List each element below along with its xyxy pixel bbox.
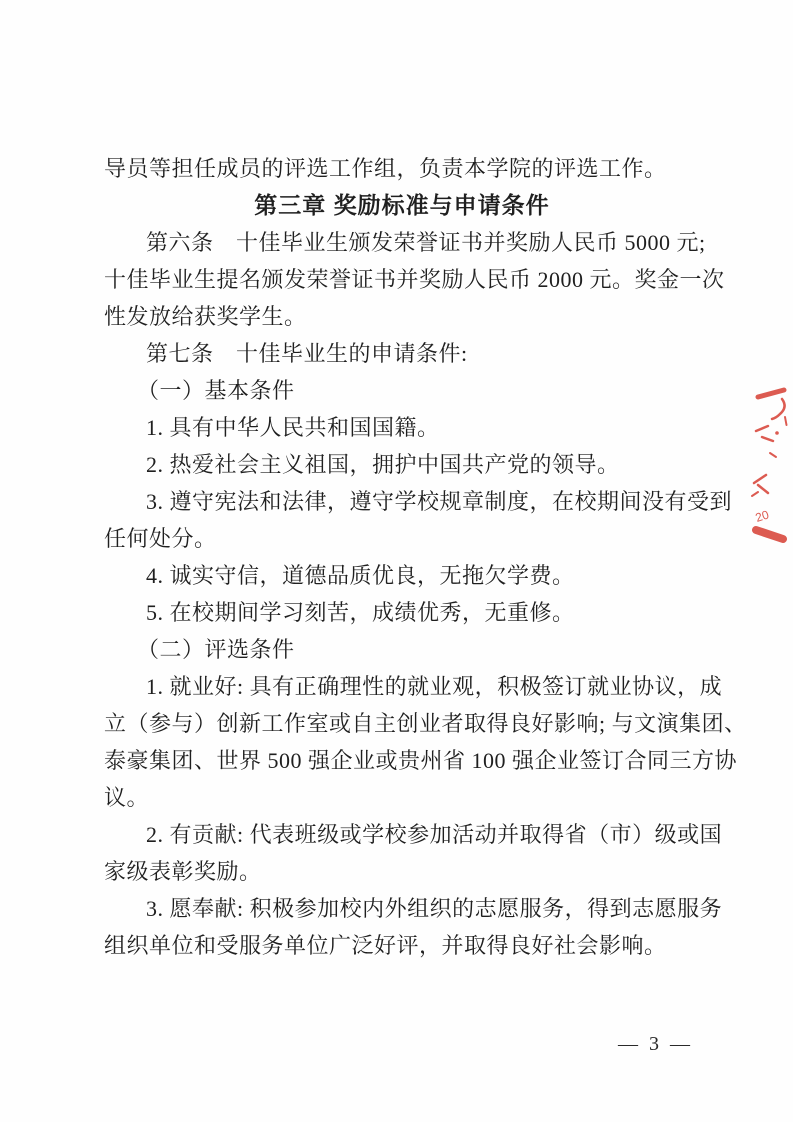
document-body (104, 150, 747, 964)
red-stamp-fragment (750, 386, 793, 548)
text-line: 任何处分。 (104, 526, 217, 551)
text-line: 1. 就业好: 具有正确理性的就业观，积极签订就业协议，成 (146, 674, 723, 699)
chapter-heading: 第三章 奖励标准与申请条件 (254, 192, 550, 218)
text-line: 3. 遵守宪法和法律，遵守学校规章制度，在校期间没有受到 (146, 489, 733, 514)
page-number: — 3 — (618, 1033, 693, 1055)
text-line: （一）基本条件 (137, 378, 295, 403)
text-line: 1. 具有中华人民共和国国籍。 (146, 415, 440, 440)
text-line: 导员等担任成员的评选工作组，负责本学院的评选工作。 (104, 156, 667, 181)
text-line: 立（参与）创新工作室或自主创业者取得良好影响; 与文演集团、 (104, 711, 747, 736)
text-line: 5. 在校期间学习刻苦，成绩优秀，无重修。 (146, 600, 575, 625)
text-line: 十佳毕业生提名颁发荣誉证书并奖励人民币 2000 元。奖金一次 (104, 267, 725, 292)
text-line: 3. 愿奉献: 积极参加校内外组织的志愿服务，得到志愿服务 (146, 896, 723, 921)
text-line: 4. 诚实守信，道德品质优良，无拖欠学费。 (146, 563, 575, 588)
text-line: 组织单位和受服务单位广泛好评，并取得良好社会影响。 (104, 933, 667, 958)
text-line: 议。 (104, 785, 150, 810)
text-line: 第七条 十佳毕业生的申请条件: (146, 341, 468, 366)
text-line: 2. 热爱社会主义祖国，拥护中国共产党的领导。 (146, 452, 620, 477)
text-line: 泰豪集团、世界 500 强企业或贵州省 100 强企业签订合同三方协 (104, 748, 738, 773)
text-line: 2. 有贡献: 代表班级或学校参加活动并取得省（市）级或国 (146, 822, 723, 847)
text-line: 家级表彰奖励。 (104, 859, 262, 884)
stamp-digits: 20 (753, 507, 771, 525)
text-line: 第六条 十佳毕业生颁发荣誉证书并奖励人民币 5000 元; (146, 230, 706, 255)
text-line: （二）评选条件 (137, 637, 295, 662)
text-line: 性发放给获奖学生。 (104, 304, 307, 329)
